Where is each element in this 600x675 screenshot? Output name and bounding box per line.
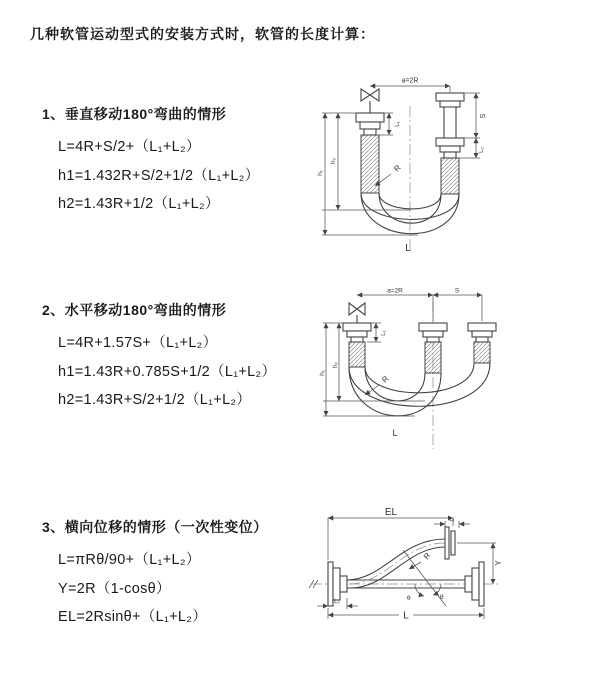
label-a2r: a=2R [387,287,403,295]
dimension-a2r [357,288,482,322]
label-l2: L₂ [479,147,485,153]
dimension-l2 [317,598,358,609]
label-s: S [480,113,487,119]
label-l2: L₂ [334,599,340,605]
label-h2: h₂ [332,361,339,369]
formula-el: EL=2Rsinθ+（L₁+L₂） [58,609,208,625]
center-pipe [419,323,447,373]
formula-l: L=πRθ/90+（L₁+L₂） [58,552,201,568]
formula-h2: h2=1.43R+1/2（L₁+L₂） [58,196,220,212]
formula-h2: h2=1.43R+S/2+1/2（L₁+L₂） [58,392,252,408]
dimension-h [319,323,425,416]
hose-s-curve [347,539,445,588]
diagram-vertical-180 [313,66,583,256]
label-l1: L₁ [381,330,387,336]
left-pipe [356,113,384,193]
diagram-lateral-displacement [303,502,593,657]
label-l1: L₁ [395,121,401,127]
label-y: Y [494,560,503,566]
label-h1: h₁ [317,170,324,176]
dimension-s [464,93,487,138]
label-s: S [454,287,460,295]
label-el: EL [384,507,398,518]
label-r: R [380,374,391,385]
formula-y: Y=2R（1-cosθ） [58,580,171,597]
section-lateral-displacement [42,517,268,632]
page-title: 几种软管运动型式的安装方式时，软管的长度计算： [30,26,375,42]
formula-l: L=4R+1.57S+（L₁+L₂） [58,335,218,351]
label-l: L [403,610,409,622]
label-r: R [392,163,403,174]
label-h1: h₁ [319,370,326,376]
diagram-horizontal-180 [315,283,585,453]
right-pipe [436,93,464,194]
formula-h1: h1=1.432R+S/2+1/2（L₁+L₂） [58,167,260,184]
right-pipe [468,323,496,363]
label-l1: L₁ [449,517,455,523]
right-flange [465,562,484,606]
label-l-bottom: L [405,243,411,254]
left-pipe [343,323,371,367]
dimension-l1 [434,517,470,528]
valve-icon [361,89,379,113]
formula-h1: h1=1.43R+0.785S+1/2（L₁+L₂） [58,363,277,380]
label-r: R [421,551,433,562]
hose-bends [349,363,490,416]
radius-callout [409,551,433,569]
label-l-bottom: L [392,428,398,438]
label-theta: θ [440,594,444,601]
top-flange [445,527,455,559]
section-vertical-180 [42,104,260,219]
dimension-el [328,507,453,560]
dimension-a2r [370,78,450,93]
section-3-heading: 3、横向位移的情形（一次性变位） [42,519,268,535]
dimension-l [328,608,484,622]
label-h2: h₂ [330,157,337,165]
section-horizontal-180 [42,300,276,415]
section-1-heading: 1、垂直移动180°弯曲的情形 [42,106,227,122]
label-theta2: θ [407,595,411,602]
label-a2r: a=2R [401,77,419,85]
section-2-heading: 2、水平移动180°弯曲的情形 [42,302,227,318]
formula-l: L=4R+S/2+（L₁+L₂） [58,139,201,155]
valve-icon [349,303,365,323]
